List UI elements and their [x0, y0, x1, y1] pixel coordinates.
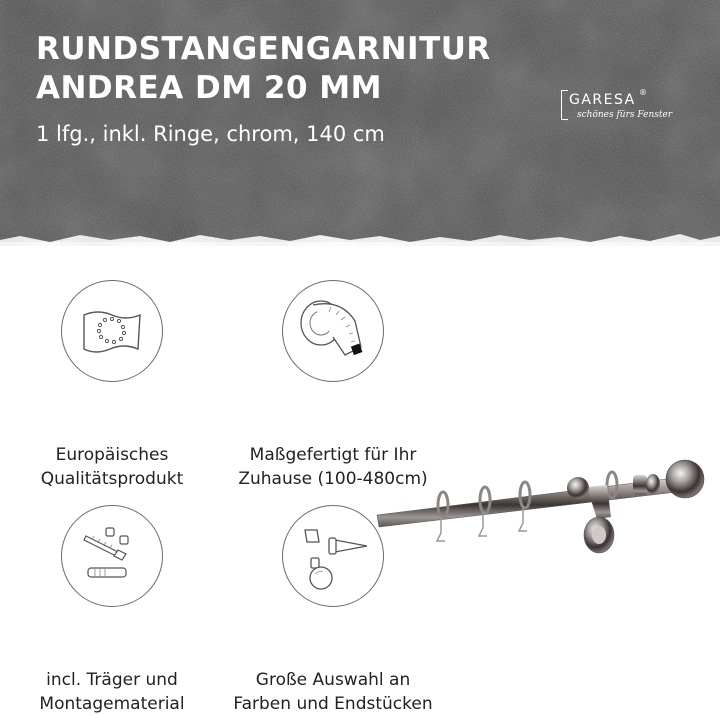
feature-label-line2: Qualitätsprodukt [40, 469, 184, 489]
feature-label-line1: Maßgefertigt für Ihr [249, 445, 417, 465]
feature-label-line2: Montagematerial [39, 694, 185, 714]
product-title [36, 30, 491, 108]
feature-eu-quality [0, 280, 227, 491]
feature-label-line2: Farben und Endstücken [233, 694, 433, 714]
feature-label-line1: Große Auswahl an [255, 670, 411, 690]
feature-mounting [0, 505, 227, 716]
feature-label [0, 668, 227, 716]
product-title-line1: RUNDSTANGENGARNITUR [36, 31, 491, 67]
feature-label-line2: Zuhause (100-480cm) [238, 469, 428, 489]
measuring-tape-icon [282, 280, 384, 382]
feature-label-line1: incl. Träger und [46, 670, 178, 690]
curtain-rod-image [375, 455, 720, 565]
mounting-hardware-icon [61, 505, 163, 607]
logo-bracket [561, 90, 568, 120]
header-banner [0, 0, 720, 246]
logo-brand: GARESA [569, 92, 636, 108]
end-pieces-icon [282, 505, 384, 607]
product-title-line2: ANDREA DM 20 MM [36, 70, 383, 106]
garesa-logo [555, 86, 673, 126]
feature-label [218, 668, 448, 716]
logo-registered-mark: ® [639, 88, 647, 97]
feature-label [0, 443, 227, 491]
feature-label-line1: Europäisches [55, 445, 169, 465]
product-subtitle: 1 lfg., inkl. Ringe, chrom, 140 cm [36, 122, 385, 146]
logo-tagline: schönes fürs Fenster [577, 110, 673, 120]
eu-flag-icon [61, 280, 163, 382]
